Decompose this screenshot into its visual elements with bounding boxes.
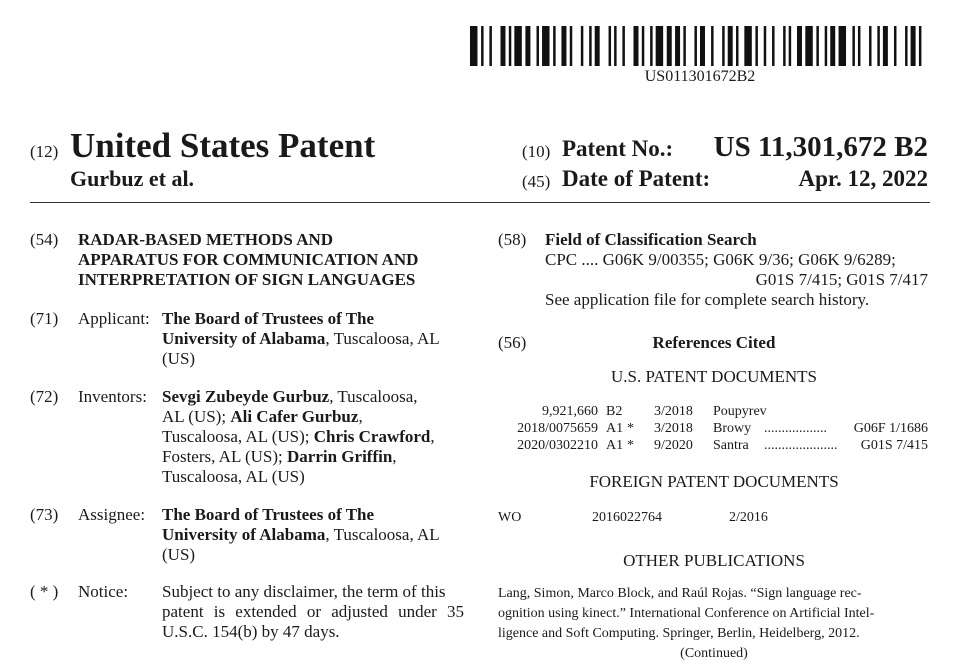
barcode — [470, 26, 930, 66]
us-doc-name: Browy — [713, 421, 752, 436]
invention-title-line: RADAR-BASED METHODS AND — [78, 230, 334, 249]
notice-text — [162, 582, 464, 642]
barcode-bar — [764, 26, 766, 66]
barcode-number: US011301672B2 — [644, 68, 756, 85]
applicant-country: (US) — [162, 349, 196, 368]
cpc-line: CPC .... G06K 9/00355; G06K 9/36; G06K 9/6289; — [545, 250, 896, 269]
notice-label: Notice: — [78, 582, 129, 601]
us-doc-date: 9/2020 — [654, 438, 693, 453]
barcode-bar — [797, 26, 802, 66]
us-doc-row — [498, 403, 930, 420]
barcode-bar — [789, 26, 791, 66]
patent-number-label: Patent No.: — [562, 136, 674, 161]
inventors — [162, 387, 464, 487]
barcode-bar — [736, 26, 738, 66]
us-doc-row — [498, 437, 930, 454]
barcode-bar — [830, 26, 835, 66]
us-docs-heading: U.S. PATENT DOCUMENTS — [611, 367, 817, 386]
barcode-bar — [614, 26, 616, 66]
field-code-72: (72) — [30, 387, 59, 406]
assignee-name: University of Alabama — [162, 525, 326, 544]
us-doc-row — [498, 420, 930, 437]
barcode-bar — [650, 26, 652, 66]
us-doc-name: Poupyrev — [713, 404, 767, 419]
field-code-54: (54) — [30, 230, 59, 249]
patent-date: Apr. 12, 2022 — [798, 166, 928, 191]
see-application-note: See application file for complete search history. — [545, 290, 870, 309]
barcode-bar — [852, 26, 854, 66]
us-doc-name: Santra — [713, 438, 749, 453]
invention-title-line: APPARATUS FOR COMMUNICATION AND — [78, 250, 419, 269]
inventor-name: Darrin Griffin — [287, 447, 393, 466]
date-label: Date of Patent: — [562, 166, 711, 191]
barcode-bar — [816, 26, 818, 66]
authors: Gurbuz et al. — [70, 166, 195, 191]
classification-search — [545, 230, 930, 310]
barcode-bar — [570, 26, 572, 66]
foreign-doc-date: 2/2016 — [729, 510, 768, 525]
foreign-docs-heading: FOREIGN PATENT DOCUMENTS — [589, 472, 839, 491]
barcode-bar — [633, 26, 638, 66]
barcode-bar — [711, 26, 713, 66]
barcode-bar — [839, 26, 846, 66]
barcode-bar — [805, 26, 812, 66]
header-divider — [30, 202, 930, 203]
us-doc-kind: A1 — [606, 421, 624, 436]
foreign-doc-number: 2016022764 — [592, 510, 662, 525]
applicant-name: University of Alabama — [162, 329, 326, 348]
inventor-sep: , — [430, 427, 435, 446]
barcode-bar — [481, 26, 483, 66]
barcode-bar — [509, 26, 511, 66]
barcode-bar — [911, 26, 916, 66]
barcode-bar — [755, 26, 757, 66]
barcode-bar — [542, 26, 549, 66]
inventor-name: Ali Cafer Gurbuz — [230, 407, 359, 426]
barcode-bar — [656, 26, 663, 66]
pub-line: ligence and Soft Computing. Springer, Berlin, Heidelberg, 2012. — [498, 626, 860, 641]
barcode-bar — [683, 26, 685, 66]
barcode-bar — [642, 26, 644, 66]
us-doc-leader: .................. — [764, 421, 827, 436]
applicant — [162, 309, 464, 369]
barcode-bar — [537, 26, 539, 66]
inventor-location: AL (US); — [162, 407, 231, 426]
barcode-bar — [595, 26, 600, 66]
barcode-bar — [858, 26, 860, 66]
assignee — [162, 505, 464, 565]
applicant-name: The Board of Trustees of The — [162, 309, 375, 328]
inventor-location: Tuscaloosa, AL (US) — [162, 467, 305, 486]
barcode-bar — [877, 26, 879, 66]
barcode-bar — [919, 26, 921, 66]
references-heading: References Cited — [652, 333, 776, 352]
barcode-bar — [470, 26, 477, 66]
barcode-bar — [667, 26, 672, 66]
barcode-bar — [694, 26, 696, 66]
barcode-bar — [883, 26, 888, 66]
applicant-label: Applicant: — [78, 309, 150, 328]
classification-heading: Field of Classification Search — [545, 230, 757, 249]
notice-line: patent is extended or adjusted under 35 — [162, 602, 464, 621]
inventor-location: Tuscaloosa, AL (US); — [162, 427, 314, 446]
continued-note: (Continued) — [680, 646, 748, 661]
invention-title — [78, 230, 418, 290]
us-doc-kind: B2 — [606, 404, 623, 419]
patent-number: US 11,301,672 B2 — [713, 131, 928, 163]
barcode-bar — [553, 26, 555, 66]
us-doc-number: 2018/0075659 — [517, 421, 598, 436]
field-code-73: (73) — [30, 505, 59, 524]
inventor-name: Chris Crawford — [313, 427, 431, 446]
barcode-bar — [728, 26, 733, 66]
applicant-location: , Tuscaloosa, AL — [325, 329, 440, 348]
us-doc-star: * — [627, 438, 634, 453]
inventor-sep: , — [392, 447, 397, 466]
barcode-bar — [825, 26, 827, 66]
assignee-country: (US) — [162, 545, 196, 564]
barcode-bar — [869, 26, 871, 66]
inventor-name: Sevgi Zubeyde Gurbuz — [162, 387, 330, 406]
barcode-bar — [772, 26, 774, 66]
notice-line: U.S.C. 154(b) by 47 days. — [162, 622, 340, 641]
barcode-bar — [722, 26, 724, 66]
barcode-bar — [609, 26, 611, 66]
us-doc-number: 9,921,660 — [542, 404, 598, 419]
foreign-doc-country: WO — [498, 510, 522, 525]
barcode-bar — [581, 26, 583, 66]
barcode-bar — [561, 26, 566, 66]
barcode-bar — [700, 26, 705, 66]
us-doc-date: 3/2018 — [654, 404, 693, 419]
field-code-71: (71) — [30, 309, 59, 328]
patent-title-heading: United States Patent — [70, 126, 376, 165]
us-docs-table — [498, 403, 930, 454]
pub-line: ognition using kinect.” International Conference on Artificial Intel- — [498, 606, 875, 621]
us-doc-class: G01S 7/415 — [860, 438, 928, 453]
us-doc-leader: ..................... — [764, 438, 838, 453]
barcode-bar — [783, 26, 785, 66]
pub-line: Lang, Simon, Marco Block, and Raúl Rojas. “Sign language rec- — [498, 586, 862, 601]
us-doc-date: 3/2018 — [654, 421, 693, 436]
inventor-location: , Tuscaloosa, — [329, 387, 418, 406]
us-doc-number: 2020/0302210 — [517, 438, 598, 453]
assignee-location: , Tuscaloosa, AL — [325, 525, 440, 544]
notice-code: ( * ) — [30, 582, 59, 601]
cpc-line: G01S 7/415; G01S 7/417 — [755, 270, 928, 289]
barcode-bar — [489, 26, 491, 66]
barcode-bar — [514, 26, 521, 66]
barcode-bar — [905, 26, 907, 66]
field-code-56: (56) — [498, 333, 527, 352]
other-pubs-heading: OTHER PUBLICATIONS — [623, 551, 805, 570]
barcode-bar — [589, 26, 591, 66]
assignee-name: The Board of Trustees of The — [162, 505, 375, 524]
barcode-bar — [744, 26, 751, 66]
barcode-bar — [622, 26, 624, 66]
inventors-label: Inventors: — [78, 387, 147, 406]
field-code-45: (45) — [522, 172, 551, 191]
us-doc-class: G06F 1/1686 — [853, 421, 928, 436]
us-doc-kind: A1 — [606, 438, 624, 453]
field-code-12: (12) — [30, 142, 59, 161]
assignee-label: Assignee: — [78, 505, 146, 524]
notice-line: Subject to any disclaimer, the term of this — [162, 582, 446, 601]
barcode-bar — [500, 26, 505, 66]
barcode-bar — [894, 26, 896, 66]
field-code-58: (58) — [498, 230, 527, 249]
inventor-location: Fosters, AL (US); — [162, 447, 287, 466]
us-doc-star: * — [627, 421, 634, 436]
inventor-sep: , — [358, 407, 363, 426]
invention-title-line: INTERPRETATION OF SIGN LANGUAGES — [78, 270, 416, 289]
barcode-bar — [525, 26, 530, 66]
other-pubs-text — [498, 584, 930, 664]
barcode-bar — [675, 26, 680, 66]
field-code-10: (10) — [522, 142, 551, 161]
